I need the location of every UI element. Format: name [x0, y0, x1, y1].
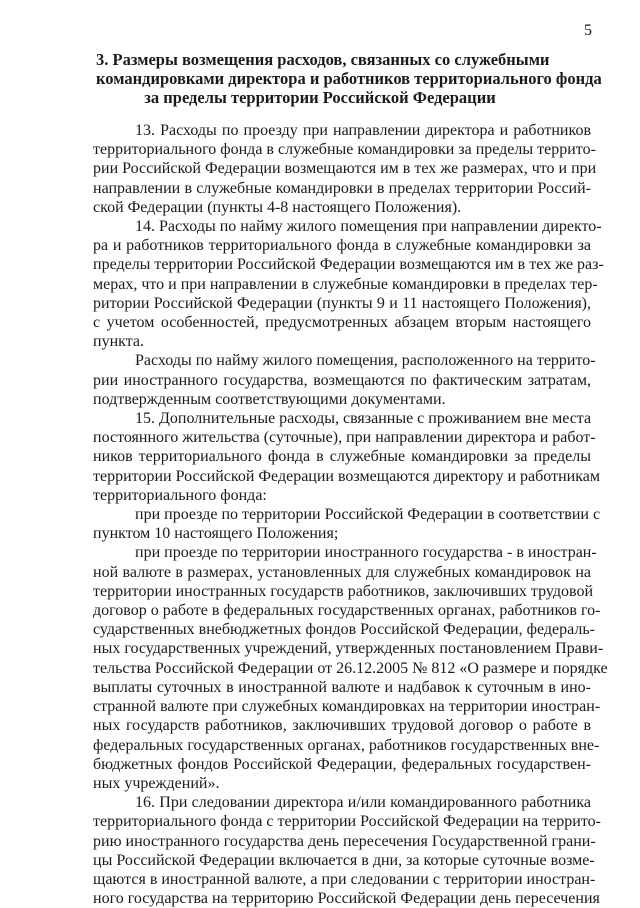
- text-line: мерах, что и при направлении в служебные командировки в пределах тер-: [93, 275, 598, 293]
- text-line: ных государств работников, заключивших трудовой договор о работе в: [93, 717, 591, 735]
- text-line: 14. Расходы по найму жилого помещения при направлении директо-: [135, 218, 602, 236]
- text-line: тельства Российской Федерации от 26.12.2005 № 812 «О размере и порядке: [93, 659, 608, 677]
- text-line: 15. Дополнительные расходы, связанные с проживанием вне места: [135, 410, 592, 428]
- paragraph: [93, 543, 608, 793]
- text-line: 13. Расходы по проезду при направлении директора и работников: [135, 122, 591, 139]
- text-line: бюджетных фондов Российской Федерации, федеральных государствен-: [93, 755, 591, 773]
- text-line: сударственных внебюджетных фондов Российской Федерации, федераль-: [93, 621, 595, 639]
- paragraph: [93, 505, 601, 543]
- text-line: ритории Российской Федерации (пункты 9 и 11 настоящего Положения),: [93, 294, 591, 312]
- text-line: цы Российской Федерации включается в дни, за которые суточные возме-: [93, 851, 595, 869]
- heading-line: 3. Размеры возмещения расходов, связанных со служебными: [96, 50, 550, 69]
- text-line: при проезде по территории Российской Федерации в соответствии с: [135, 506, 601, 524]
- text-line: ской Федерации (пункты 4-8 настоящего Положения).: [93, 198, 462, 216]
- text-line: при проезде по территории иностранного государства - в иностран-: [135, 544, 597, 562]
- text-line: 16. При следовании директора и/или командированного работника: [135, 794, 591, 812]
- text-line: территориального фонда:: [93, 486, 267, 504]
- text-line: ной валюте в размерах, установленных для служебных командировок на: [93, 563, 591, 581]
- text-line: направлении в служебные командировки в пределах территории Россий-: [93, 179, 591, 197]
- text-line: выплаты суточных в иностранной валюте и надбавок к суточным в ино-: [93, 678, 591, 696]
- text-line: территориального фонда в служебные командировки за пределы террито-: [93, 141, 596, 159]
- text-line: федеральных государственных органах, работников государственных вне-: [93, 736, 600, 754]
- paragraph: [93, 121, 597, 217]
- text-line: ного государства на территорию Российской Федерации день пересечения: [93, 890, 600, 908]
- text-line: ных учреждений».: [93, 774, 220, 792]
- text-line: ра и работников территориального фонда в служебные командировки за: [93, 237, 591, 255]
- text-line: ных государственных учреждений, утвержденных постановлением Прави-: [93, 640, 604, 658]
- text-line: пунктом 10 настоящего Положения;: [93, 525, 339, 543]
- text-line: территориального фонда с территории Российской Федерации на террито-: [93, 813, 601, 831]
- text-line: странной валюте при служебных командировках на территории иностран-: [93, 698, 601, 716]
- text-line: пределы территории Российской Федерации возмещаются им в тех же раз-: [93, 256, 604, 274]
- text-line: пункта.: [93, 333, 144, 351]
- text-line: ников территориального фонда в служебные командировки за пределы: [93, 448, 591, 466]
- heading-line: командировками директора и работников территориального фонда: [96, 69, 602, 88]
- paragraph: [93, 409, 600, 505]
- text-line: территории Российской Федерации возмещаются директору и работникам: [93, 467, 600, 485]
- heading-line: за пределы территории Российской Федерации: [144, 88, 496, 107]
- text-line: рию иностранного государства день пересечения Государственной грани-: [93, 832, 596, 850]
- page-number: 5: [584, 22, 592, 39]
- paragraph: [93, 351, 596, 409]
- text-line: щаются в иностранной валюте, а при следовании с территории иностран-: [93, 870, 596, 888]
- text-line: рии Российской Федерации возмещаются им в тех же размерах, что и при: [93, 160, 597, 178]
- text-line: с учетом особенностей, предусмотренных абзацем вторым настоящего: [93, 314, 591, 332]
- text-line: постоянного жительства (суточные), при направлении директора и работ-: [93, 429, 596, 447]
- paragraph: [93, 793, 601, 908]
- text-line: договор о работе в федеральных государственных органах, работников го-: [93, 602, 601, 620]
- text-line: рии иностранного государства, возмещаются по фактическим затратам,: [93, 371, 591, 389]
- document-body: [93, 121, 608, 908]
- text-line: подтвержденным соответствующими документами.: [93, 390, 446, 408]
- text-line: Расходы по найму жилого помещения, расположенного на террито-: [135, 352, 596, 370]
- paragraph: [93, 217, 604, 351]
- section-heading: [96, 50, 602, 107]
- text-line: территории иностранных государств работников, заключивших трудовой: [93, 582, 594, 600]
